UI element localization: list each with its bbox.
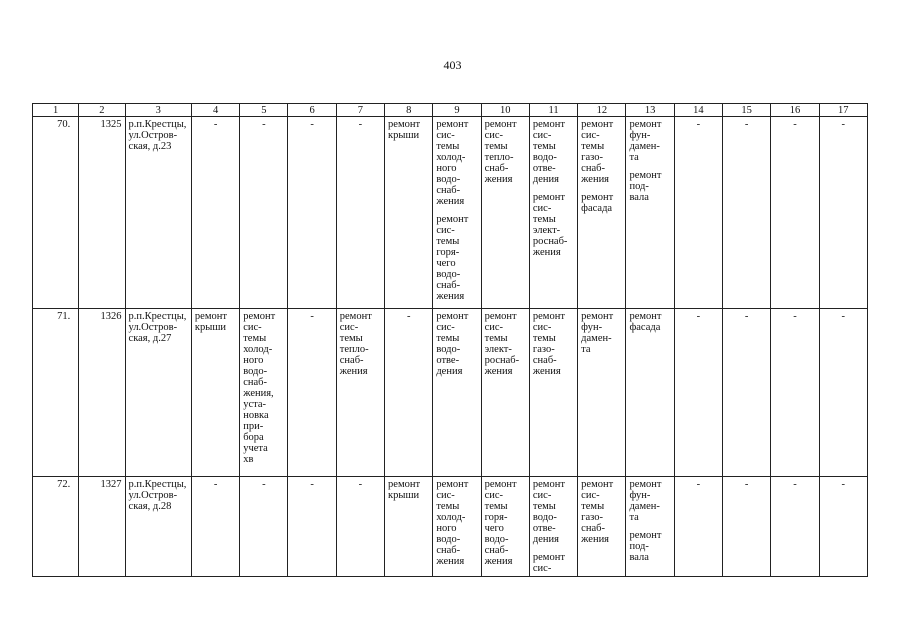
cell-line: при-: [243, 421, 264, 432]
cell-line: холод-: [436, 512, 466, 523]
work-cell: [191, 309, 239, 477]
cell-line: р.п.Крестцы,: [128, 311, 187, 322]
cell-line: ремонт: [629, 530, 662, 541]
cell-line: сис-: [484, 490, 504, 501]
cell-line: отве-: [532, 163, 556, 174]
address-cell: [125, 117, 191, 309]
work-item: [533, 119, 574, 185]
cell-line: фун-: [629, 490, 651, 501]
cell-line: р.п.Крестцы,: [128, 119, 187, 130]
header-cell: 13: [626, 104, 674, 117]
cell-line: под-: [629, 541, 649, 552]
cell-line: уста-: [243, 399, 266, 410]
header-cell: 4: [191, 104, 239, 117]
cell-line: снаб-: [484, 545, 509, 556]
row-number: 70.: [33, 117, 79, 309]
cell-line: сис-: [532, 563, 552, 574]
cell-line: ремонт: [484, 479, 517, 490]
cell-line: ремонт: [532, 311, 565, 322]
cell-line: темы: [484, 333, 508, 344]
cell-line: водо-: [243, 366, 268, 377]
work-cell: -: [336, 117, 384, 309]
cell-line: жения: [532, 247, 561, 258]
cell-line: темы: [532, 214, 556, 225]
cell-line: элект-: [532, 225, 561, 236]
header-cell: 16: [771, 104, 819, 117]
address-cell: [125, 477, 191, 577]
cell-line: новка: [243, 410, 269, 421]
cell-line: ремонт: [436, 311, 469, 322]
cell-line: сис-: [532, 490, 552, 501]
work-cell: -: [771, 309, 819, 477]
work-cell: -: [771, 477, 819, 577]
cell-line: сис-: [532, 322, 552, 333]
cell-line: водо-: [436, 534, 461, 545]
work-item: [629, 530, 670, 563]
cell-line: жения: [532, 366, 561, 377]
header-cell: 7: [336, 104, 384, 117]
cell-line: бора: [243, 432, 264, 443]
cell-line: снаб-: [484, 163, 509, 174]
cell-line: водо-: [436, 174, 461, 185]
cell-line: сис-: [532, 130, 552, 141]
work-item: [629, 479, 670, 523]
cell-line: ремонт: [436, 119, 469, 130]
table-row: [33, 117, 868, 309]
cell-line: темы: [484, 141, 508, 152]
work-cell: [433, 477, 481, 577]
work-cell: [529, 117, 577, 309]
cell-line: водо-: [532, 152, 557, 163]
cell-line: сис-: [436, 322, 455, 333]
cell-line: жения,: [243, 388, 274, 399]
work-cell: [626, 309, 674, 477]
cell-line: ул.Остров-: [128, 322, 178, 333]
header-cell: 5: [240, 104, 288, 117]
cell-line: водо-: [436, 344, 461, 355]
cell-line: дамен-: [629, 501, 660, 512]
building-code: 1326: [79, 309, 125, 477]
work-cell: [481, 117, 529, 309]
cell-line: жения: [436, 291, 465, 302]
cell-line: та: [629, 152, 639, 163]
work-item: [533, 192, 574, 258]
work-cell: [578, 117, 626, 309]
work-cell: [385, 477, 433, 577]
work-cell: -: [819, 117, 867, 309]
cell-line: элект-: [484, 344, 512, 355]
cell-line: крыши: [388, 130, 420, 141]
cell-line: темы: [243, 333, 267, 344]
cell-line: ремонт: [629, 170, 662, 181]
work-item: [436, 119, 477, 207]
cell-line: сис-: [484, 322, 504, 333]
cell-line: жения: [581, 534, 610, 545]
work-cell: [578, 309, 626, 477]
cell-line: роснаб-: [484, 355, 520, 366]
cell-line: темы: [436, 333, 460, 344]
cell-line: фун-: [581, 322, 603, 333]
header-cell: 17: [819, 104, 867, 117]
cell-line: ремонт: [339, 311, 372, 322]
cell-line: газо-: [581, 512, 603, 523]
cell-line: дения: [436, 366, 463, 377]
work-cell: -: [240, 117, 288, 309]
cell-line: газо-: [532, 344, 555, 355]
cell-line: ремонт: [532, 479, 565, 490]
cell-line: крыши: [388, 490, 420, 501]
cell-line: сис-: [484, 130, 504, 141]
header-row: [33, 104, 868, 117]
row-number: 71.: [33, 309, 79, 477]
cell-line: снаб-: [581, 163, 605, 174]
work-cell: -: [288, 117, 336, 309]
cell-line: ремонт: [388, 479, 421, 490]
work-item: [533, 552, 574, 574]
cell-line: ул.Остров-: [128, 130, 178, 141]
work-cell: [481, 477, 529, 577]
repair-schedule-table: [32, 103, 868, 577]
work-cell: [433, 309, 481, 477]
header-cell: 9: [433, 104, 481, 117]
cell-line: фун-: [629, 130, 651, 141]
cell-line: темы: [436, 141, 460, 152]
work-cell: -: [385, 309, 433, 477]
cell-line: горя-: [484, 512, 508, 523]
header-cell: 6: [288, 104, 336, 117]
cell-line: фасада: [629, 322, 661, 333]
cell-line: вала: [629, 192, 649, 203]
work-cell: [336, 309, 384, 477]
cell-line: темы: [581, 141, 605, 152]
cell-line: жения: [436, 556, 465, 567]
header-cell: 15: [723, 104, 771, 117]
cell-line: ул.Остров-: [128, 490, 178, 501]
cell-line: ская, д.23: [128, 141, 172, 152]
work-cell: -: [674, 117, 722, 309]
cell-line: под-: [629, 181, 649, 192]
work-item: [629, 119, 670, 163]
cell-line: снаб-: [436, 185, 461, 196]
cell-line: жения: [484, 174, 513, 185]
cell-line: темы: [484, 501, 508, 512]
cell-line: хв: [243, 454, 254, 465]
cell-line: жения: [484, 556, 513, 567]
cell-line: жения: [581, 174, 610, 185]
cell-line: ремонт: [581, 311, 614, 322]
cell-line: ская, д.27: [128, 333, 172, 344]
work-cell: -: [288, 309, 336, 477]
cell-line: крыши: [194, 322, 227, 333]
header-cell: 3: [125, 104, 191, 117]
cell-line: снаб-: [339, 355, 364, 366]
work-cell: [626, 477, 674, 577]
cell-line: дения: [532, 534, 559, 545]
work-cell: [578, 477, 626, 577]
cell-line: та: [629, 512, 639, 523]
work-cell: [529, 477, 577, 577]
work-cell: -: [191, 117, 239, 309]
work-item: [436, 214, 477, 302]
cell-line: горя-: [436, 247, 460, 258]
cell-line: ремонт: [581, 192, 614, 203]
cell-line: ремонт: [484, 311, 517, 322]
cell-line: фасада: [581, 203, 613, 214]
cell-line: жения: [484, 366, 513, 377]
cell-line: вала: [629, 552, 649, 563]
work-cell: -: [191, 477, 239, 577]
work-cell: [481, 309, 529, 477]
header-cell: 2: [79, 104, 125, 117]
cell-line: темы: [532, 501, 556, 512]
work-cell: -: [288, 477, 336, 577]
cell-line: ская, д.28: [128, 501, 172, 512]
cell-line: чего: [484, 523, 504, 534]
work-item: [581, 192, 622, 214]
cell-line: сис-: [436, 490, 455, 501]
cell-line: дамен-: [629, 141, 660, 152]
cell-line: та: [581, 344, 591, 355]
cell-line: темы: [436, 501, 460, 512]
cell-line: ремонт: [194, 311, 227, 322]
header-cell: 12: [578, 104, 626, 117]
cell-line: водо-: [532, 512, 557, 523]
cell-line: снаб-: [243, 377, 267, 388]
cell-line: отве-: [532, 523, 556, 534]
header-cell: 8: [385, 104, 433, 117]
cell-line: снаб-: [436, 280, 461, 291]
cell-line: темы: [436, 236, 460, 247]
work-cell: -: [819, 477, 867, 577]
cell-line: ремонт: [243, 311, 276, 322]
building-code: 1325: [79, 117, 125, 309]
work-cell: [240, 309, 288, 477]
cell-line: учета: [243, 443, 268, 454]
cell-line: ного: [436, 163, 457, 174]
cell-line: ремонт: [532, 119, 565, 130]
header-cell: 14: [674, 104, 722, 117]
work-item: [629, 170, 670, 203]
cell-line: ремонт: [581, 479, 614, 490]
building-code: 1327: [79, 477, 125, 577]
cell-line: сис-: [436, 130, 455, 141]
work-cell: [626, 117, 674, 309]
address-cell: [125, 309, 191, 477]
work-cell: [385, 117, 433, 309]
cell-line: сис-: [339, 322, 359, 333]
cell-line: сис-: [581, 130, 600, 141]
cell-line: ремонт: [436, 214, 469, 225]
cell-line: темы: [339, 333, 363, 344]
work-cell: [433, 117, 481, 309]
cell-line: ремонт: [388, 119, 421, 130]
cell-line: темы: [581, 501, 605, 512]
cell-line: ремонт: [436, 479, 469, 490]
work-cell: -: [771, 117, 819, 309]
work-item: [581, 119, 622, 185]
cell-line: р.п.Крестцы,: [128, 479, 187, 490]
cell-line: водо-: [484, 534, 509, 545]
cell-line: снаб-: [532, 355, 557, 366]
header-cell: 11: [529, 104, 577, 117]
cell-line: тепло-: [484, 152, 514, 163]
header-cell: 10: [481, 104, 529, 117]
cell-line: снаб-: [581, 523, 605, 534]
work-cell: -: [240, 477, 288, 577]
cell-line: жения: [339, 366, 368, 377]
cell-line: жения: [436, 196, 465, 207]
cell-line: ремонт: [532, 192, 565, 203]
header-cell: 1: [33, 104, 79, 117]
cell-line: холод-: [243, 344, 273, 355]
cell-line: сис-: [436, 225, 455, 236]
cell-line: ремонт: [532, 552, 565, 563]
work-cell: -: [336, 477, 384, 577]
row-number: 72.: [33, 477, 79, 577]
cell-line: дамен-: [581, 333, 612, 344]
cell-line: ремонт: [629, 311, 662, 322]
cell-line: темы: [532, 141, 556, 152]
cell-line: ного: [243, 355, 264, 366]
cell-line: холод-: [436, 152, 466, 163]
cell-line: водо-: [436, 269, 461, 280]
table-row: [33, 477, 868, 577]
cell-line: чего: [436, 258, 456, 269]
cell-line: темы: [532, 333, 556, 344]
page-number: 403: [443, 58, 462, 72]
work-cell: -: [723, 117, 771, 309]
cell-line: тепло-: [339, 344, 369, 355]
cell-line: сис-: [532, 203, 552, 214]
work-cell: -: [819, 309, 867, 477]
cell-line: ного: [436, 523, 457, 534]
cell-line: ремонт: [629, 119, 662, 130]
cell-line: дения: [532, 174, 559, 185]
work-cell: [529, 309, 577, 477]
work-cell: -: [723, 477, 771, 577]
table-row: [33, 309, 868, 477]
cell-line: отве-: [436, 355, 460, 366]
work-item: [533, 479, 574, 545]
cell-line: снаб-: [436, 545, 461, 556]
work-cell: -: [674, 309, 722, 477]
cell-line: ремонт: [484, 119, 517, 130]
cell-line: сис-: [581, 490, 600, 501]
work-cell: -: [674, 477, 722, 577]
cell-line: ремонт: [581, 119, 614, 130]
cell-line: сис-: [243, 322, 262, 333]
work-cell: -: [723, 309, 771, 477]
cell-line: газо-: [581, 152, 603, 163]
cell-line: ремонт: [629, 479, 662, 490]
cell-line: роснаб-: [532, 236, 568, 247]
